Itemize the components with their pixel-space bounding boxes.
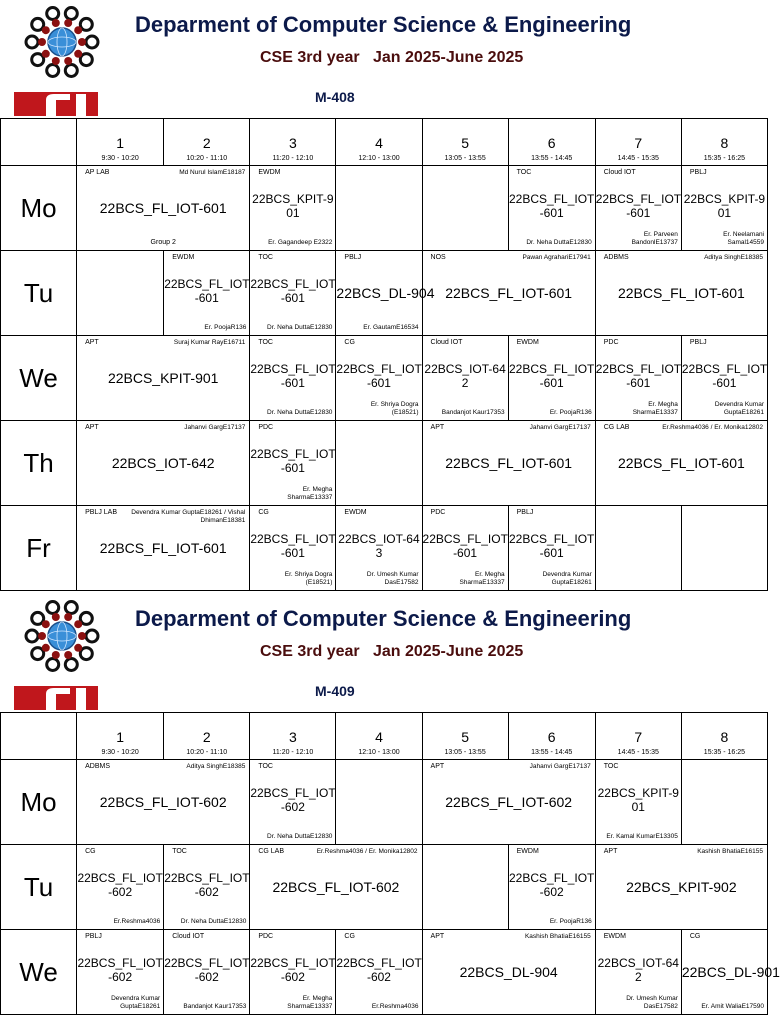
day-row-fr — [1, 506, 768, 591]
subject-code: CG LAB — [603, 424, 630, 431]
teacher-name: Er.Reshma4036 / Er. Monika12802 — [316, 848, 418, 855]
teacher-name: Jahanvi GargE17137 — [529, 763, 591, 770]
class-slot — [681, 166, 767, 251]
period-header-5 — [422, 119, 508, 166]
teacher-name: Er. PoojaR136 — [549, 918, 592, 925]
teacher-name: Dr. Neha DuttaE12830 — [180, 918, 247, 925]
student-group: 22BCS_FL_IOT -601 — [250, 447, 336, 475]
period-header-8 — [681, 119, 767, 166]
period-time: 10:20 - 11:10 — [186, 155, 228, 162]
day-label: We — [1, 336, 77, 421]
period-time: 13:05 - 13:55 — [444, 155, 486, 162]
university-logo — [14, 0, 98, 116]
class-slot — [508, 336, 595, 421]
corner-cell — [1, 713, 77, 760]
class-slot — [595, 251, 767, 336]
period-time: 14:45 - 15:35 — [617, 749, 659, 756]
subject-code: TOC — [258, 339, 273, 346]
period-header-row — [1, 119, 768, 166]
teacher-name: Bandanjot Kaur17353 — [183, 1003, 247, 1010]
period-header-8 — [681, 713, 767, 760]
class-slot — [336, 336, 422, 421]
day-row-mo — [1, 760, 768, 845]
student-group: 22BCS_FL_IOT-601 — [99, 540, 227, 556]
class-slot — [336, 506, 422, 591]
student-group: 22BCS_FL_IOT -602 — [509, 871, 595, 899]
class-slot — [164, 251, 250, 336]
class-slot — [422, 930, 595, 1015]
department-title: Deparment of Computer Science & Engineering — [135, 606, 632, 631]
class-slot — [595, 166, 681, 251]
university-logo-icon — [14, 0, 98, 116]
class-slot — [681, 336, 767, 421]
day-label: We — [1, 930, 77, 1015]
period-time: 13:55 - 14:45 — [531, 749, 573, 756]
teacher-name: Er. Megha SharmaE13337 — [287, 486, 333, 501]
period-number: 8 — [720, 135, 729, 151]
class-slot — [77, 166, 250, 251]
class-slot — [508, 506, 595, 591]
empty-slot — [681, 760, 767, 845]
teacher-name: Devendra Kumar GuptaE18261 — [542, 571, 592, 586]
subject-code: NOS — [430, 254, 446, 261]
period-time: 12:10 - 13:00 — [358, 155, 400, 162]
subject-code: CG LAB — [258, 848, 284, 855]
student-group: 22BCS_KPIT-901 — [107, 370, 219, 386]
class-slot — [508, 845, 595, 930]
class-slot — [250, 251, 336, 336]
subject-code: PBLJ — [344, 254, 362, 261]
subject-code: PDC — [258, 424, 274, 431]
student-group: 22BCS_FL_IOT -601 — [509, 362, 595, 390]
subject-code: TOC — [516, 169, 532, 176]
class-slot — [422, 760, 595, 845]
subject-code: TOC — [603, 763, 619, 770]
subject-code: EWDM — [344, 509, 367, 516]
class-slot — [164, 845, 250, 930]
teacher-name: Jahanvi GargE17137 — [184, 424, 246, 431]
student-group: 22BCS_FL_IOT-601 — [617, 455, 745, 471]
class-slot — [250, 336, 336, 421]
teacher-name: Er.Reshma4036 / Er. Monika12802 — [662, 424, 763, 431]
room-number: M-409 — [315, 683, 355, 699]
period-number: 7 — [634, 135, 643, 151]
subject-code: TOC — [258, 763, 273, 770]
teacher-name: Dr. Neha DuttaE12830 — [267, 409, 333, 416]
subject-code: PBLJ — [689, 169, 707, 176]
timetable-grid — [0, 712, 780, 1015]
period-time: 10:20 - 11:10 — [186, 749, 228, 756]
subject-code: EWDM — [603, 933, 626, 940]
subject-code: EWDM — [516, 339, 539, 346]
student-group: 22BCS_FL_IOT -601 — [250, 362, 336, 390]
student-group: 22BCS_FL_IOT -601 — [681, 362, 768, 390]
subject-code: APT — [430, 763, 445, 770]
room-number: M-408 — [315, 89, 355, 105]
class-slot — [250, 930, 336, 1015]
class-slot — [336, 251, 435, 336]
period-number: 5 — [461, 135, 469, 151]
day-row-tu — [1, 251, 768, 336]
period-time: 15:35 - 16:25 — [703, 155, 746, 162]
empty-slot — [336, 166, 422, 251]
day-label: Tu — [1, 845, 77, 930]
teacher-name: Er. Megha SharmaE13337 — [459, 571, 505, 586]
subject-code: EWDM — [516, 848, 539, 855]
period-header-7 — [595, 119, 681, 166]
period-number: 4 — [375, 135, 383, 151]
student-group: 22BCS_DL-904 — [336, 285, 435, 301]
class-slot — [422, 336, 508, 421]
student-group: 22BCS_FL_IOT -601 — [164, 277, 250, 305]
period-header-row — [1, 713, 768, 760]
student-group: 22BCS_FL_IOT -601 — [509, 532, 595, 560]
day-row-we — [1, 930, 768, 1015]
period-time: 11:20 - 12:10 — [272, 749, 314, 756]
teacher-name: Er. Kamal KumarE13305 — [606, 833, 678, 840]
class-slot — [250, 421, 336, 506]
class-slot — [422, 251, 595, 336]
period-header-5 — [422, 713, 508, 760]
day-label: Fr — [1, 506, 77, 591]
period-header-6 — [508, 713, 595, 760]
student-group: 22BCS_DL-901 — [681, 964, 780, 980]
teacher-name: Er. GautamE16534 — [363, 324, 419, 331]
class-slot — [77, 930, 164, 1015]
period-number: 3 — [288, 135, 297, 151]
period-number: 2 — [202, 729, 211, 745]
period-time: 9:30 - 10:20 — [101, 749, 139, 756]
subject-code: PBLJ — [516, 509, 534, 516]
class-slot — [164, 930, 250, 1015]
teacher-name: Er. Amit WaliaE17590 — [701, 1003, 764, 1010]
subject-code: PDC — [430, 509, 446, 516]
student-group: 22BCS_FL_IOT -602 — [250, 956, 336, 984]
class-slot — [77, 506, 250, 591]
student-group: 22BCS_FL_IOT-602 — [272, 879, 400, 895]
period-time: 9:30 - 10:20 — [101, 155, 139, 162]
student-group: 22BCS_FL_IOT -601 — [336, 362, 422, 390]
empty-slot — [336, 421, 422, 506]
period-time: 15:35 - 16:25 — [703, 749, 746, 756]
period-header-7 — [595, 713, 681, 760]
period-header-3 — [250, 119, 336, 166]
student-group: 22BCS_KPIT-902 — [626, 879, 737, 895]
period-header-2 — [164, 713, 250, 760]
teacher-name: Er. Shriya Dogra (E18521) — [284, 571, 333, 586]
teacher-name: Pawan AgrahariE17941 — [522, 254, 591, 261]
subject-code: PBLJ — [689, 339, 707, 346]
teacher-name: Er. Neelamani Samal14559 — [723, 231, 764, 246]
class-slot — [508, 166, 595, 251]
teacher-name: Er. Megha SharmaE13337 — [632, 401, 678, 416]
subject-code: PBLJ — [85, 933, 102, 940]
teacher-name: Dr. Neha DuttaE12830 — [526, 239, 592, 246]
student-group: 22BCS_DL-904 — [459, 964, 558, 980]
class-slot — [595, 336, 681, 421]
period-time: 13:55 - 14:45 — [531, 155, 573, 162]
subject-code: APT — [430, 424, 445, 431]
period-number: 6 — [547, 135, 556, 151]
subject-code: TOC — [172, 848, 187, 855]
student-group: 22BCS_KPIT-9 01 — [597, 786, 679, 814]
period-header-1 — [77, 713, 164, 760]
class-slot — [250, 506, 336, 591]
subject-code: CG — [344, 339, 355, 346]
day-row-th — [1, 421, 768, 506]
period-header-4 — [336, 713, 422, 760]
student-group: 22BCS_FL_IOT-601 — [445, 455, 573, 471]
subject-code: ADBMS — [603, 254, 629, 261]
teacher-name: Dr. Umesh Kumar DasE17582 — [366, 571, 419, 586]
subject-code: EWDM — [258, 169, 281, 176]
student-group: 22BCS_FL_IOT -602 — [77, 956, 163, 984]
class-slot — [595, 845, 767, 930]
teacher-name: Er. Shriya Dogra (E18521) — [370, 401, 419, 416]
period-header-2 — [164, 119, 250, 166]
period-time: 11:20 - 12:10 — [272, 155, 314, 162]
subject-code: Cloud IOT — [172, 933, 205, 940]
student-group: 22BCS_FL_IOT -601 — [250, 277, 336, 305]
subject-code: CG — [258, 509, 269, 516]
empty-slot — [595, 506, 681, 591]
period-number: 8 — [720, 729, 729, 745]
day-label: Tu — [1, 251, 77, 336]
period-number: 2 — [202, 135, 211, 151]
teacher-name: Er. PoojaR136 — [204, 324, 247, 331]
subject-code: PDC — [603, 339, 619, 346]
student-group: 22BCS_IOT-64 3 — [338, 532, 420, 560]
student-group: 22BCS_FL_IOT -602 — [164, 956, 250, 984]
class-slot — [422, 421, 595, 506]
subject-code: AP LAB — [85, 169, 110, 176]
student-group: 22BCS_IOT-642 — [111, 455, 215, 471]
subject-code: CG — [344, 933, 355, 940]
university-logo — [14, 594, 98, 710]
subject-code: PBLJ LAB — [85, 509, 118, 516]
period-header-1 — [77, 119, 164, 166]
class-slot — [681, 930, 780, 1015]
teacher-name: Er.Reshma4036 — [113, 918, 161, 925]
teacher-name: Er. PoojaR136 — [549, 409, 592, 416]
teacher-name: Er. Parveen BandonlE13737 — [631, 231, 678, 246]
class-slot — [250, 845, 422, 930]
teacher-name: Jahanvi GargE17137 — [529, 424, 591, 431]
class-slot — [77, 336, 250, 421]
student-group: 22BCS_FL_IOT-601 — [445, 285, 573, 301]
timetable-grid — [0, 118, 768, 591]
class-slot — [77, 421, 250, 506]
period-number: 1 — [116, 729, 125, 745]
period-time: 13:05 - 13:55 — [444, 749, 486, 756]
period-header-3 — [250, 713, 336, 760]
empty-slot — [422, 166, 508, 251]
term-subtitle: CSE 3rd year Jan 2025-June 2025 — [260, 643, 524, 660]
period-time: 12:10 - 13:00 — [358, 749, 400, 756]
period-number: 4 — [375, 729, 383, 745]
class-slot — [336, 930, 422, 1015]
teacher-name: Aditya SinghE18385 — [704, 254, 763, 261]
period-number: 7 — [634, 729, 643, 745]
student-group: 22BCS_FL_IOT -602 — [77, 871, 163, 899]
teacher-name: Kashish BhatiaE16155 — [697, 848, 763, 855]
subject-code: PDC — [258, 933, 274, 940]
day-label: Th — [1, 421, 77, 506]
teacher-name: Dr. Umesh Kumar DasE17582 — [626, 995, 678, 1010]
teacher-name: Devendra Kumar GuptaE18261 — [714, 401, 764, 416]
day-label: Mo — [1, 166, 77, 251]
term-subtitle: CSE 3rd year Jan 2025-June 2025 — [260, 49, 524, 66]
student-group: 22BCS_KPIT-9 01 — [252, 192, 334, 220]
class-slot — [77, 845, 164, 930]
teacher-name: Devendra Kumar GuptaE18261 / Vishal DhimanE18381 — [131, 509, 246, 524]
subject-code: TOC — [258, 254, 273, 261]
teacher-name: Er.Reshma4036 — [371, 1003, 419, 1010]
student-group: 22BCS_FL_IOT -602 — [250, 786, 336, 814]
subject-code: Cloud IOT — [603, 169, 636, 176]
class-slot — [250, 166, 336, 251]
subject-code: CG — [689, 933, 701, 940]
subject-code: APT — [85, 424, 99, 431]
student-group: 22BCS_FL_IOT -601 — [422, 532, 508, 560]
student-group: 22BCS_KPIT-9 01 — [683, 192, 766, 220]
teacher-name: Bandanjot Kaur17353 — [441, 409, 505, 416]
student-group: 22BCS_FL_IOT -601 — [250, 532, 336, 560]
subject-code: EWDM — [172, 254, 195, 261]
empty-slot — [681, 506, 767, 591]
day-row-we — [1, 336, 768, 421]
teacher-name: Kashish BhatiaE16155 — [524, 933, 591, 940]
teacher-name: Er. Megha SharmaE13337 — [287, 995, 333, 1010]
class-slot — [595, 930, 681, 1015]
day-row-tu — [1, 845, 768, 930]
timetable-block-m-409 — [0, 594, 780, 1024]
empty-slot — [336, 760, 422, 845]
teacher-name: Md Nurul IslamE18187 — [179, 169, 246, 176]
subject-code: APT — [603, 848, 618, 855]
subject-code: Cloud IOT — [430, 339, 463, 346]
period-number: 1 — [116, 135, 125, 151]
student-group: 22BCS_FL_IOT-602 — [99, 794, 227, 810]
student-group: 22BCS_IOT-64 2 — [597, 956, 679, 984]
class-slot — [595, 421, 767, 506]
student-group: 22BCS_FL_IOT-601 — [617, 285, 745, 301]
period-time: 14:45 - 15:35 — [617, 155, 659, 162]
teacher-name: Er. Gagandeep E2322 — [268, 239, 333, 246]
student-group: 22BCS_FL_IOT -601 — [595, 362, 682, 390]
student-group: 22BCS_FL_IOT -601 — [509, 192, 595, 220]
period-number: 3 — [288, 729, 297, 745]
teacher-name: Aditya SinghE18385 — [186, 763, 246, 770]
group-note: Group 2 — [150, 239, 176, 246]
class-slot — [250, 760, 336, 845]
class-slot — [422, 506, 508, 591]
subject-code: ADBMS — [85, 763, 110, 770]
period-header-6 — [508, 119, 595, 166]
teacher-name: Dr. Neha DuttaE12830 — [267, 833, 333, 840]
student-group: 22BCS_IOT-64 2 — [424, 362, 506, 390]
department-title: Deparment of Computer Science & Engineering — [135, 12, 632, 37]
student-group: 22BCS_FL_IOT -602 — [336, 956, 422, 984]
empty-slot — [77, 251, 164, 336]
day-row-mo — [1, 166, 768, 251]
student-group: 22BCS_FL_IOT-602 — [445, 794, 573, 810]
student-group: 22BCS_FL_IOT-601 — [99, 200, 227, 216]
teacher-name: Suraj Kumar RayE16711 — [173, 339, 246, 346]
empty-slot — [422, 845, 508, 930]
corner-cell — [1, 119, 77, 166]
teacher-name: Devendra Kumar GuptaE18261 — [111, 995, 161, 1010]
subject-code: CG — [85, 848, 96, 855]
period-header-4 — [336, 119, 422, 166]
subject-code: APT — [85, 339, 99, 346]
period-number: 6 — [547, 729, 556, 745]
teacher-name: Dr. Neha DuttaE12830 — [267, 324, 333, 331]
period-number: 5 — [461, 729, 469, 745]
day-label: Mo — [1, 760, 77, 845]
university-logo-icon — [14, 594, 98, 710]
subject-code: APT — [430, 933, 445, 940]
student-group: 22BCS_FL_IOT -602 — [164, 871, 250, 899]
class-slot — [595, 760, 681, 845]
class-slot — [77, 760, 250, 845]
student-group: 22BCS_FL_IOT -601 — [595, 192, 682, 220]
